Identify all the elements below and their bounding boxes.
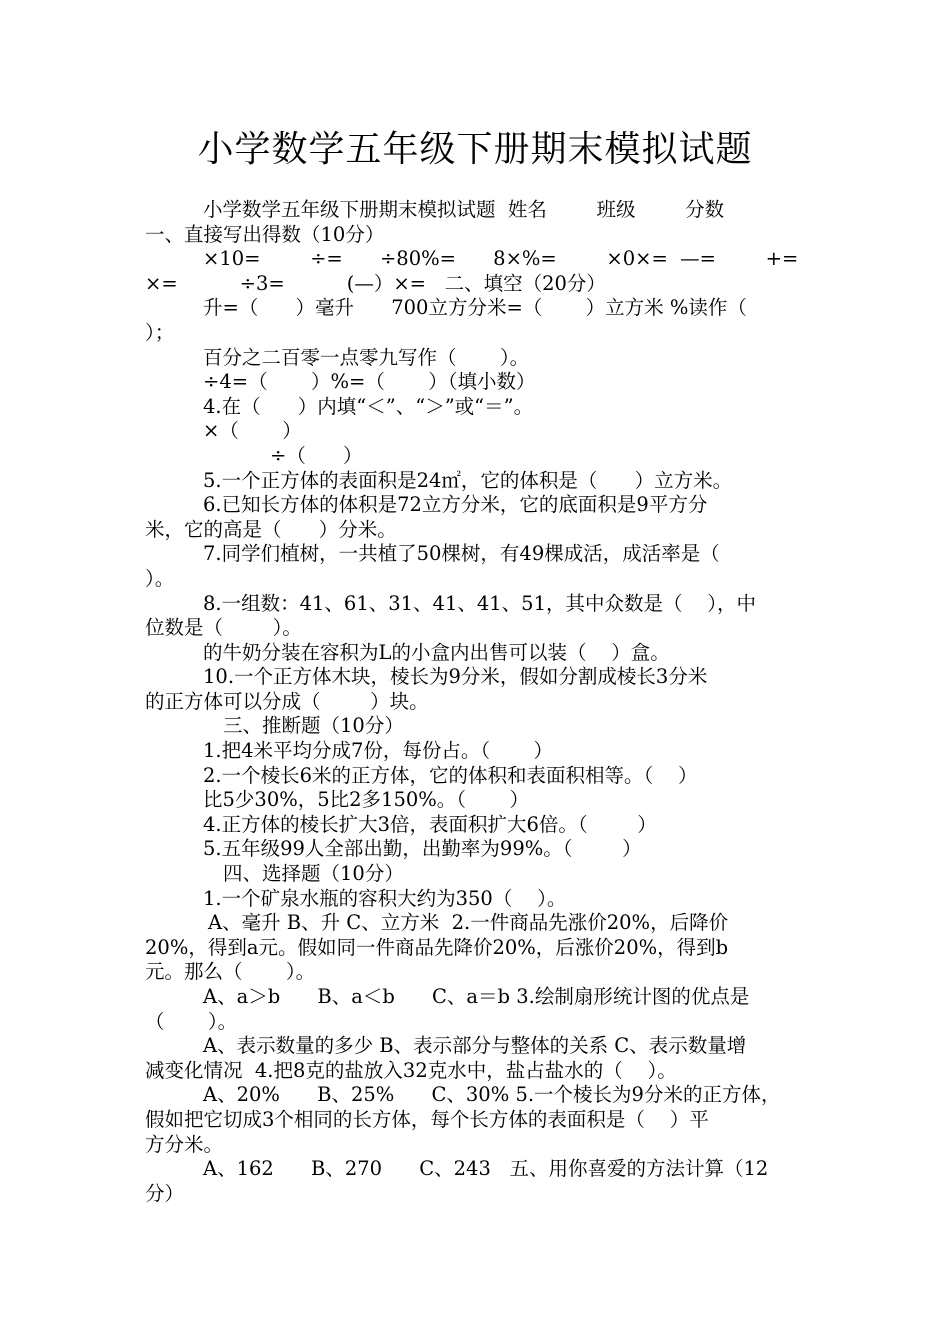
text-line: 2.一个棱长6米的正方体，它的体积和表面积相等。（ ） bbox=[203, 763, 698, 787]
text-line: 1.把4米平均分成7份，每份占。（ ） bbox=[203, 739, 554, 763]
text-line: A、a＞b B、a＜b C、a＝b 3.绘制扇形统计图的优点是 bbox=[203, 985, 750, 1008]
text-line: A、162 B、270 C、243 五、用你喜爱的方法计算（12 bbox=[203, 1157, 769, 1181]
text-line: A、20% B、25% C、30% 5.一个棱长为9分米的正方体， bbox=[203, 1083, 781, 1107]
text-line: 5.五年级99人全部出勤，出勤率为99%。（ ） bbox=[203, 837, 642, 861]
document-body bbox=[145, 198, 810, 1206]
section-heading: 一、直接写出得数（10分） bbox=[145, 222, 385, 246]
text-line: 1.一个矿泉水瓶的容积大约为350（ ）。 bbox=[203, 886, 567, 910]
text-line: ×（ ） bbox=[203, 419, 302, 443]
text-line: 5.一个正方体的表面积是24㎡，它的体积是（ ）立方米。 bbox=[203, 468, 733, 492]
text-line: 位数是（ ）。 bbox=[145, 616, 302, 640]
text-line: ）； bbox=[145, 320, 175, 344]
text-line: A、表示数量的多少 B、表示部分与整体的关系 C、表示数量增 bbox=[203, 1034, 747, 1058]
text-line: ）。 bbox=[145, 566, 175, 590]
text-line: ×10= ÷= ÷80%= 8×%= ×0×= —= += bbox=[203, 247, 799, 271]
text-line: 百分之二百零一点零九写作（ ）。 bbox=[203, 345, 530, 369]
section-heading: 四、选择题（10分） bbox=[223, 862, 404, 886]
text-line: 比5少30%，5比2多150%。（ ） bbox=[203, 788, 529, 812]
text-line: 升=（ ）毫升 700立方分米=（ ）立方米 %读作（ bbox=[203, 296, 747, 320]
text-line: A、毫升 B、升 C、立方米 2.一件商品先涨价20%，后降价 bbox=[208, 911, 729, 935]
text-line: 10.一个正方体木块，棱长为9分米，假如分割成棱长3分米 bbox=[203, 665, 708, 689]
text-line: 8.一组数：41、61、31、41、41、51，其中众数是（ ），中 bbox=[203, 591, 757, 615]
text-line: 4.在（ ）内填“＜”、“＞”或“＝”。 bbox=[203, 394, 534, 418]
text-line: 4.正方体的棱长扩大3倍，表面积扩大6倍。（ ） bbox=[203, 812, 657, 836]
text-line: 20%，得到a元。假如同一件商品先降价20%，后涨价20%，得到b bbox=[145, 935, 729, 959]
text-line: 假如把它切成3个相同的长方体，每个长方体的表面积是（ ）平 bbox=[145, 1107, 709, 1131]
text-line: ×= ÷3= (—）×= 二、填空（20分） bbox=[145, 271, 606, 295]
text-line: 的正方体可以分成（ ）块。 bbox=[145, 689, 429, 713]
text-line: 7.同学们植树，一共植了50棵树，有49棵成活，成活率是（ bbox=[203, 542, 720, 566]
text-line: 减变化情况 4.把8克的盐放入32克水中，盐占盐水的（ ）。 bbox=[145, 1058, 677, 1082]
text-line: 方分米。 bbox=[145, 1132, 224, 1156]
text-line: 元。那么（ ）。 bbox=[145, 960, 316, 984]
text-line: （ ）。 bbox=[145, 1009, 238, 1033]
page-title: 小学数学五年级下册期末模拟试题 bbox=[197, 129, 753, 170]
text-line: 6.已知长方体的体积是72立方分米，它的底面积是9平方分 bbox=[203, 493, 708, 517]
text-line: 的牛奶分装在容积为L的小盒内出售可以装（ ）盒。 bbox=[203, 640, 670, 664]
text-line: 米，它的高是（ ）分米。 bbox=[145, 517, 397, 541]
text-line: 小学数学五年级下册期末模拟试题 姓名 班级 分数 bbox=[203, 198, 725, 221]
text-line: ÷（ ） bbox=[270, 443, 363, 467]
text-line: ÷4=（ ）%=（ ）（填小数） bbox=[203, 370, 536, 394]
text-line: 分） bbox=[145, 1181, 185, 1205]
section-heading: 三、推断题（10分） bbox=[223, 714, 404, 738]
